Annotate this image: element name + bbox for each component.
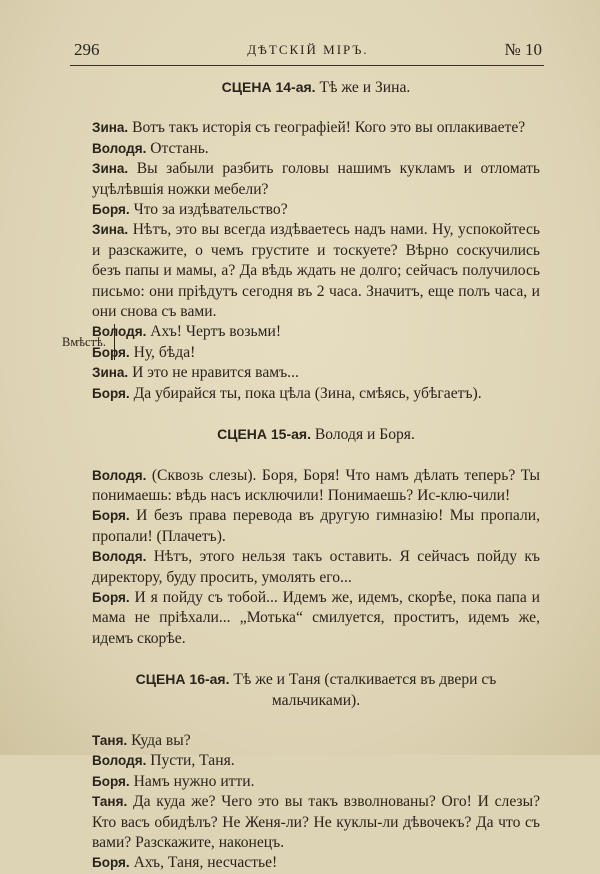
play-text bbox=[62, 77, 541, 874]
speaker: Таня. bbox=[92, 794, 128, 810]
dialogue-line bbox=[92, 343, 540, 363]
speaker: Боря. bbox=[92, 773, 130, 789]
speaker: Володя. bbox=[92, 324, 147, 340]
speaker: Боря. bbox=[92, 202, 130, 218]
line-text: Намъ нужно итти. bbox=[133, 772, 255, 790]
dialogue-line bbox=[92, 384, 540, 404]
dialogue-line bbox=[92, 220, 540, 322]
speaker: Зина. bbox=[92, 120, 129, 136]
issue-number: № 10 bbox=[504, 40, 542, 59]
line-text: И это не нравится вамъ... bbox=[132, 364, 299, 382]
header-rule bbox=[70, 65, 544, 66]
speaker: Володя. bbox=[92, 549, 147, 565]
line-text: Пусти, Таня. bbox=[150, 752, 235, 770]
line-text: Что за издѣвательство? bbox=[133, 201, 288, 219]
dialogue-line bbox=[92, 588, 540, 649]
together-block bbox=[62, 322, 540, 363]
line-text: И безъ права перевода въ другую гимназію! Мы пропали, пропали! (Плачетъ). bbox=[92, 507, 540, 545]
line-text: Да убирайся ты, пока цѣла (Зина, смѣясь, убѣгаетъ). bbox=[133, 384, 482, 402]
journal-title: ДѢТСКІЙ МІРЪ. bbox=[247, 42, 369, 57]
page-number: 296 bbox=[74, 40, 100, 59]
dialogue-line bbox=[92, 506, 540, 547]
scene-label: СЦЕНА 15-ая. bbox=[217, 426, 311, 443]
line-text: Ахъ, Таня, несчастье! bbox=[133, 854, 278, 872]
line-text: Да куда же? Чего это вы такъ взволнованы? Ого! И слезы? Кто васъ обидѣлъ? Не Женя-ли? Не куклы-ли дѣвочекъ? Да что съ вами? Разскажите, наконецъ. bbox=[92, 793, 540, 851]
page-header bbox=[74, 40, 542, 64]
speaker: Володя. bbox=[92, 467, 147, 483]
speaker: Володя. bbox=[92, 140, 147, 156]
line-text: Куда вы? bbox=[131, 731, 191, 749]
line-text: Отстань. bbox=[150, 139, 209, 157]
scene-description: Тѣ же и Зина. bbox=[319, 79, 411, 96]
scene-label: СЦЕНА 14-ая. bbox=[221, 79, 316, 95]
scene-description: Володя и Боря. bbox=[314, 426, 415, 444]
speaker: Таня. bbox=[92, 732, 128, 748]
dialogue-line bbox=[92, 363, 540, 383]
dialogue-line bbox=[92, 118, 540, 138]
line-text: Нѣтъ, этого нельзя такъ оставить. Я сейчасъ пойду къ директору, буду просить, умолять его... bbox=[92, 548, 541, 586]
dialogue-line bbox=[92, 751, 540, 771]
together-label: Вмѣстѣ. bbox=[62, 335, 106, 350]
dialogue-line bbox=[92, 792, 540, 853]
dialogue-line bbox=[92, 547, 540, 588]
speaker: Зина. bbox=[92, 365, 129, 381]
speaker: Боря. bbox=[92, 855, 130, 871]
scene-heading bbox=[92, 77, 540, 98]
speaker: Боря. bbox=[92, 385, 130, 401]
dialogue-line bbox=[92, 731, 540, 751]
line-text: Вотъ такъ исторія съ географіей! Кого это вы оплакиваете? bbox=[132, 119, 526, 137]
speaker: Зина. bbox=[92, 161, 129, 177]
speaker: Зина. bbox=[92, 222, 129, 238]
line-text: И я пойду съ тобой... Идемъ же, идемъ, скорѣе, пока папа и мама не пріѣхали... „Мотька“ смилуется, проститъ, идемъ же, идемъ скорѣе. bbox=[92, 588, 540, 647]
dialogue-line bbox=[92, 159, 540, 200]
scene-label: СЦЕНА 16-ая. bbox=[135, 671, 230, 688]
line-text: Вы забыли разбить головы нашимъ кукламъ и отломать уцѣлѣвшія ножки мебели? bbox=[92, 160, 540, 198]
dialogue-line bbox=[92, 772, 540, 792]
scene-heading bbox=[92, 424, 540, 445]
speaker: Боря. bbox=[92, 589, 130, 605]
dialogue-line bbox=[92, 139, 540, 159]
scene-heading bbox=[92, 669, 540, 711]
dialogue-line bbox=[92, 200, 540, 220]
speaker: Володя. bbox=[92, 753, 147, 769]
line-text: Ахъ! Чертъ возьми! bbox=[150, 323, 282, 341]
line-text: Ну, бѣда! bbox=[133, 343, 196, 361]
scene-description: Тѣ же и Таня (сталкивается въ двери съ мальчиками). bbox=[233, 671, 497, 709]
dialogue-line bbox=[92, 466, 540, 507]
dialogue-line bbox=[92, 322, 540, 342]
speaker: Боря. bbox=[92, 508, 130, 524]
line-text: Нѣтъ, это вы всегда издѣваетесь надъ нами. Ну, успокойтесь и разскажите, о чемъ грустите и тоскуете? Вѣрно соскучились безъ папы и мамы, а? Да вѣдь ждать не долго; сейчасъ получилось письмо: они пріѣдутъ сегодня въ 2 часа. Значитъ, еще полъ часа, и они снова съ вами. bbox=[92, 221, 540, 321]
dialogue-line bbox=[92, 853, 540, 873]
line-text: (Сквозь слезы). Боря, Боря! Что намъ дѣлать теперь? Ты понимаешь: вѣдь насъ исключили! Понимаешь? Ис-клю-чили! bbox=[92, 466, 540, 504]
brace bbox=[114, 324, 119, 360]
speaker: Боря. bbox=[92, 344, 130, 360]
